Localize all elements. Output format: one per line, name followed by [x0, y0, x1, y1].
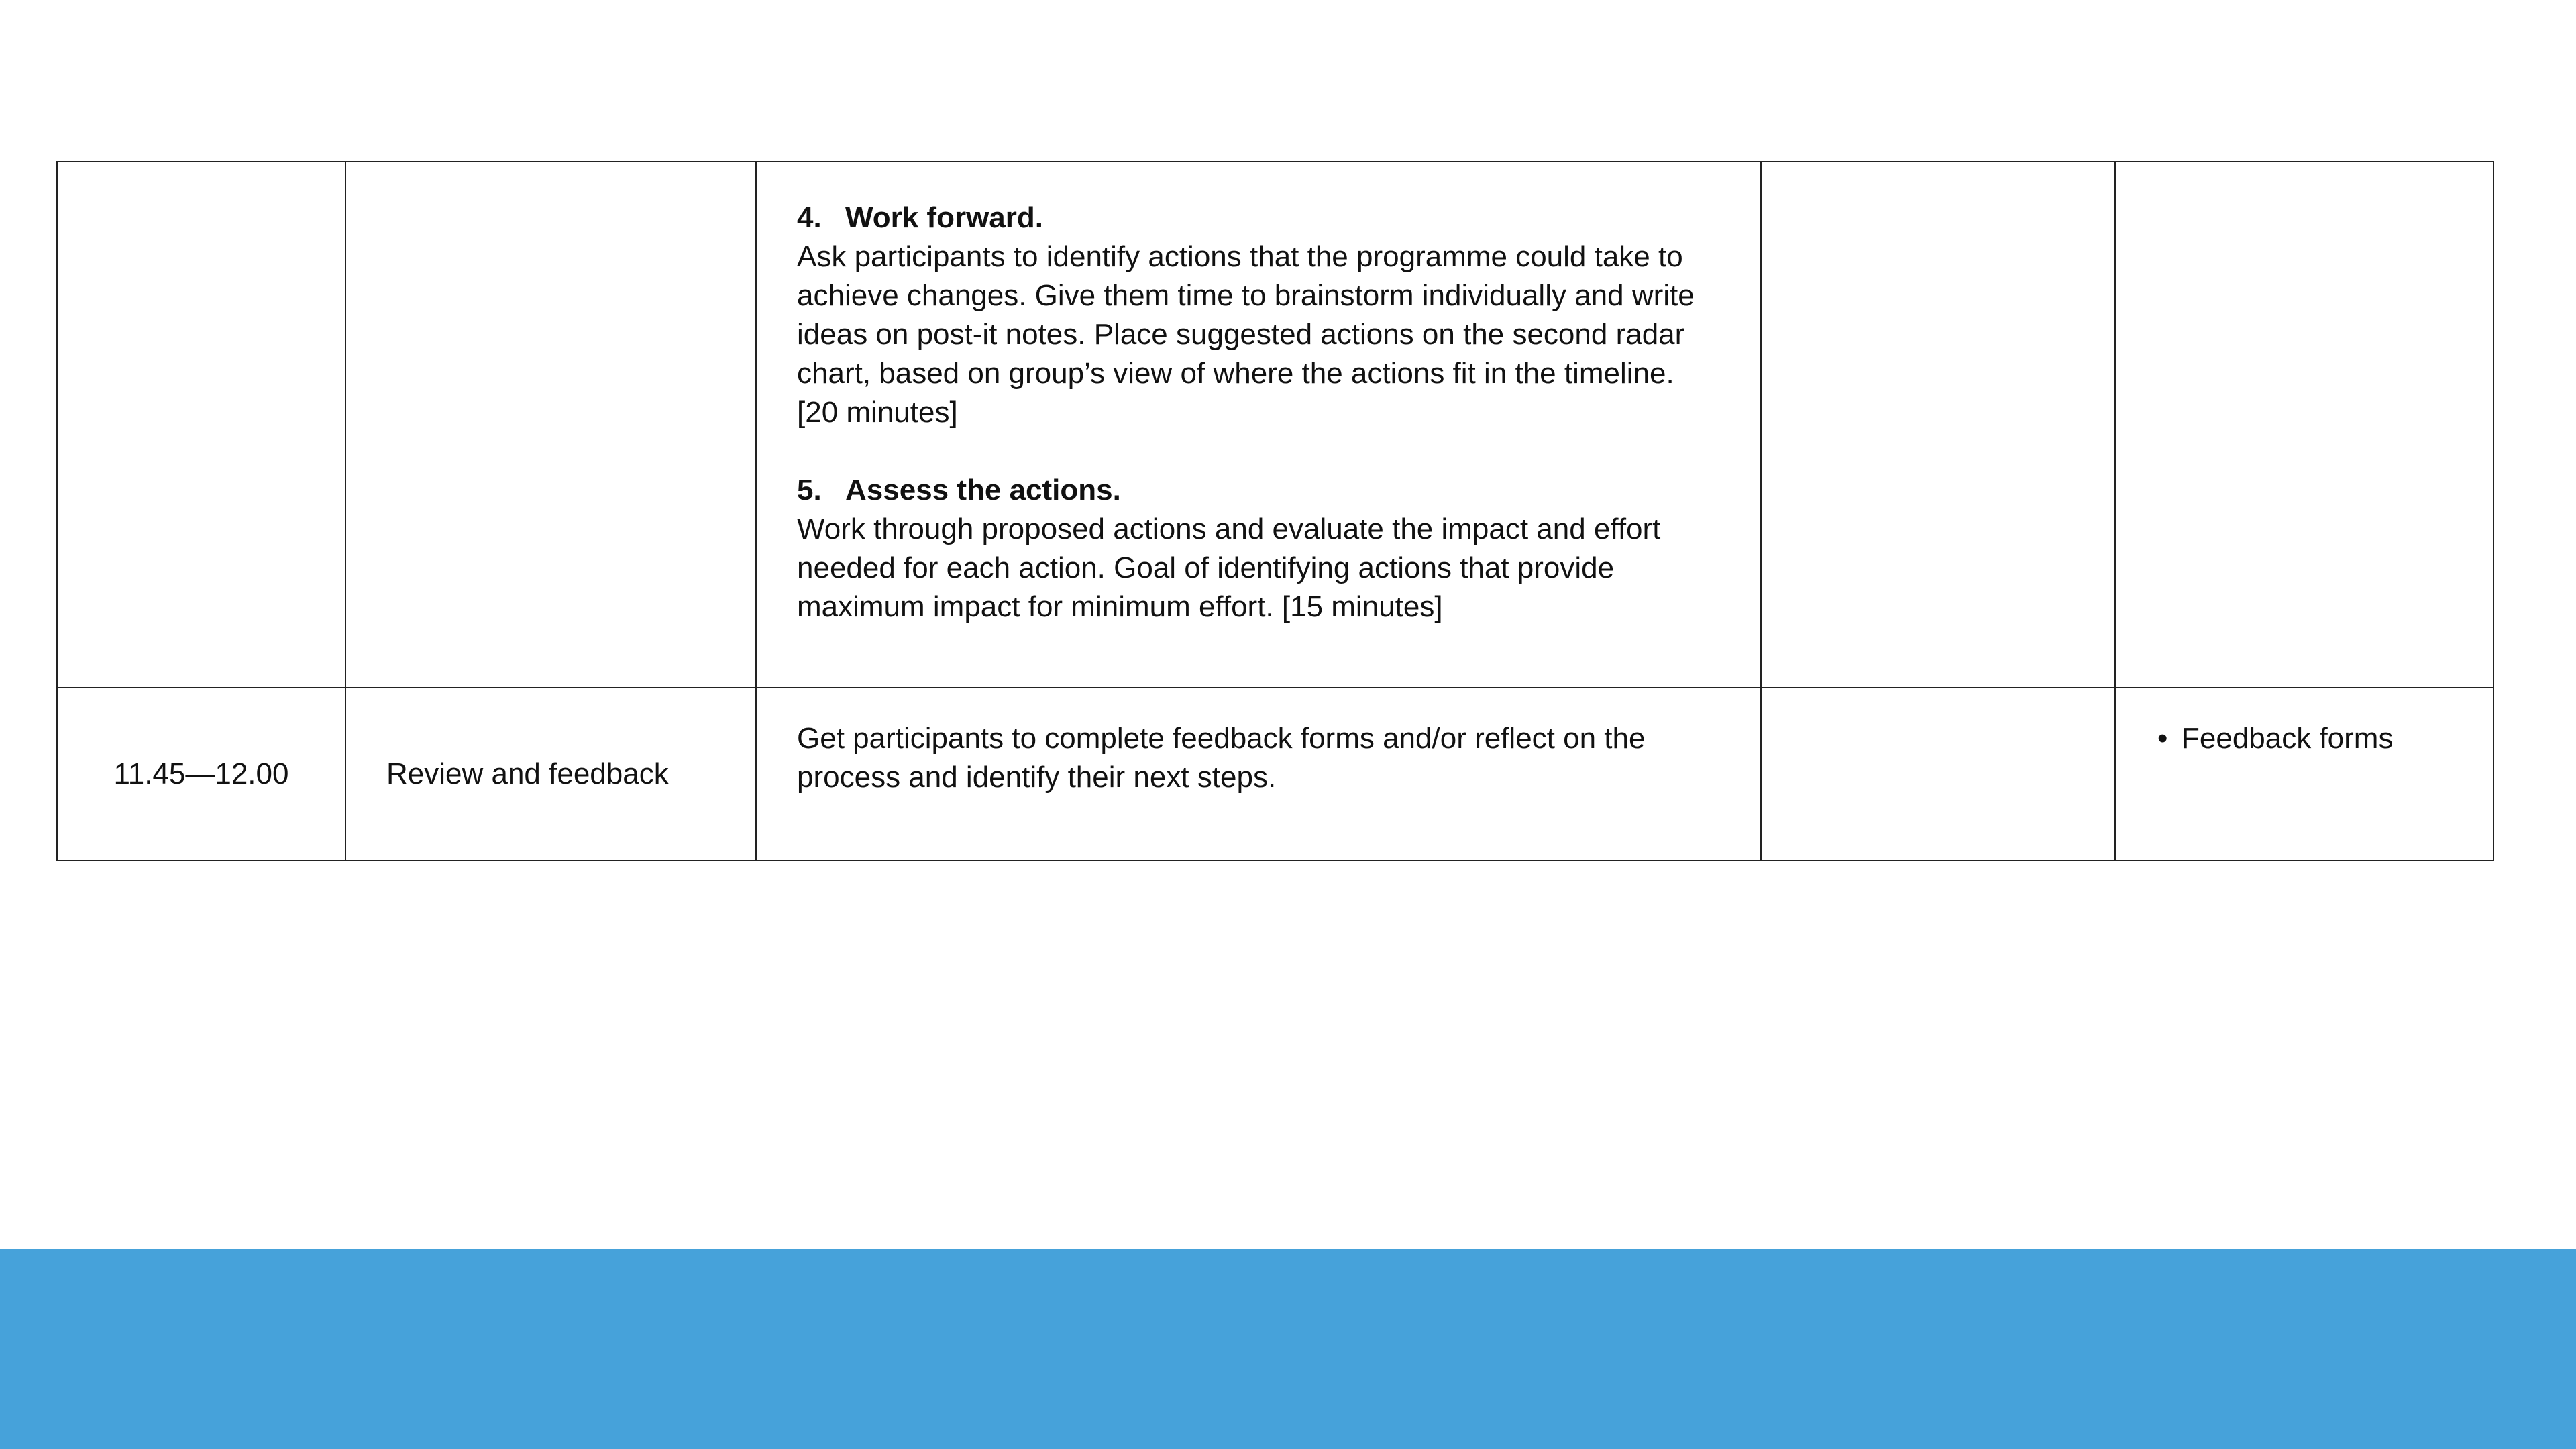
step-heading	[797, 471, 1721, 510]
notes-cell	[1761, 688, 2115, 861]
list-item: • Feedback forms	[2157, 719, 2473, 758]
notes-cell	[1761, 162, 2115, 688]
resources-list	[2157, 719, 2473, 758]
session-cell: Review and feedback	[345, 688, 756, 861]
step-item	[797, 471, 1721, 627]
step-title: Assess the actions.	[845, 474, 1121, 506]
step-description: Work through proposed actions and evaluate the impact and effort needed for each action. Goal of identifying actions that provide maximum impact for minimum effort. [15 minutes]	[797, 513, 1661, 623]
resources-cell	[2115, 162, 2493, 688]
table-row	[57, 162, 2493, 688]
session-cell	[345, 162, 756, 688]
step-spacer	[797, 432, 1721, 471]
activity-cell: Get participants to complete feedback forms and/or reflect on the process and identify their next steps.	[756, 688, 1761, 861]
session-plan-table	[56, 161, 2494, 861]
step-number: 5.	[797, 474, 822, 506]
table-row	[57, 688, 2493, 861]
time-cell	[57, 162, 345, 688]
activity-cell	[756, 162, 1761, 688]
resources-cell	[2115, 688, 2493, 861]
footer-band	[0, 1249, 2576, 1449]
step-title: Work forward.	[845, 201, 1044, 234]
step-item	[797, 199, 1721, 432]
step-number: 4.	[797, 201, 822, 234]
step-heading	[797, 199, 1721, 237]
step-description: Ask participants to identify actions that the programme could take to achieve changes. Give them time to brainstorm individually and write ideas on post-it notes. Place suggested actions on the second radar chart, based on group’s view of where the actions fit in the timeline. [20 minutes]	[797, 240, 1695, 429]
time-cell: 11.45—12.00	[57, 688, 345, 861]
